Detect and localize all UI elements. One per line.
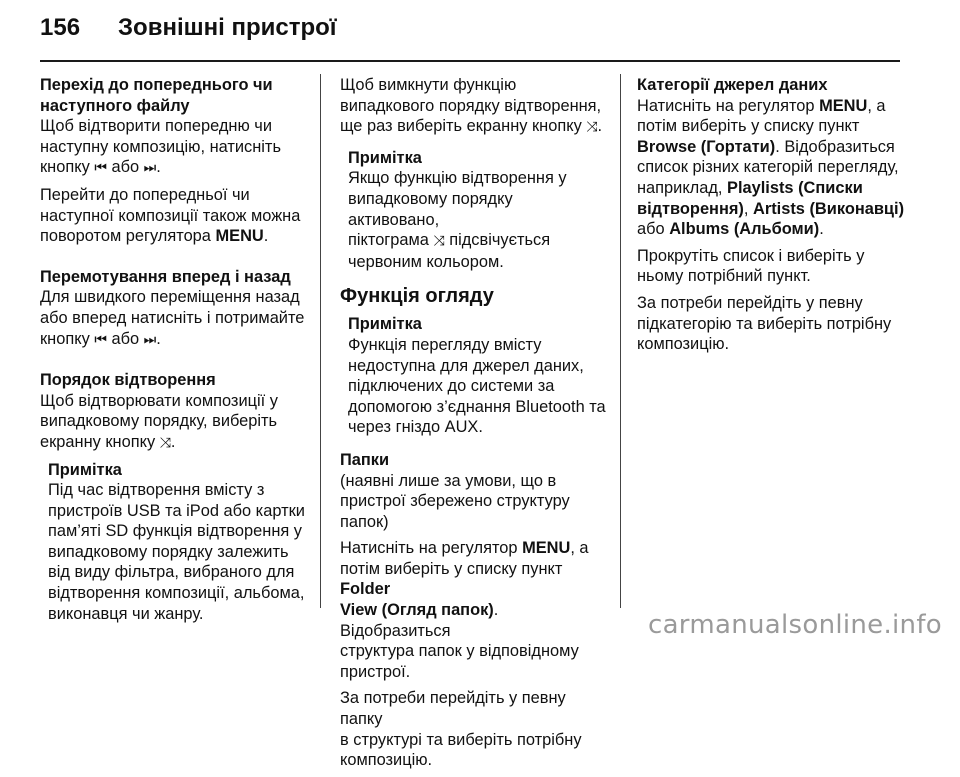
skip-next-icon: ⏭ — [143, 331, 157, 348]
paragraph: Щоб вимкнути функцію випадкового порядку відтворення, ще раз виберіть екранну кнопку ⤨. — [340, 76, 603, 136]
section-heading: Категорії джерел даних — [637, 76, 828, 94]
note-block: Примітка Під час відтворення вмісту з пристроїв USB та iPod або картки пам’яті SD функція відтворення у випадковому порядку залежить від виду фільтра, вибраного для відтворення композиції, альбома, виконавця чи жанру. — [48, 460, 308, 625]
shuffle-icon: ⤨ — [433, 233, 445, 250]
column-3 — [637, 75, 907, 361]
shuffle-icon: ⤨ — [159, 434, 171, 451]
skip-previous-icon: ⏮ — [94, 331, 107, 348]
paragraph: Щоб відтворювати композиції у випадковому порядку, виберіть екранну кнопку ⤨. — [40, 391, 278, 451]
section-heading: Порядок відтворення — [40, 371, 216, 390]
section-rewind — [40, 267, 308, 350]
note-title: Примітка — [48, 460, 122, 479]
note-block: Примітка Функція перегляду вмісту недоступна для джерел даних, підключених до системи за допомогою з’єднання Bluetooth та через гніздо AUX. — [348, 314, 608, 438]
note-title: Примітка — [348, 315, 422, 334]
paragraph: За потреби перейдіть у певну папку в структурі та виберіть потрібну композицію. — [340, 689, 582, 770]
paragraph: Для швидкого переміщення назад або вперед натисніть і потримайте кнопку ⏮ або ⏭. — [40, 288, 305, 348]
shuffle-icon: ⤨ — [586, 119, 598, 136]
section-play-order — [40, 370, 308, 453]
header-rule — [40, 60, 900, 62]
menu-control-label: MENU — [215, 227, 264, 246]
page-title: Зовнішні пристрої — [118, 14, 337, 41]
column-divider — [620, 74, 621, 608]
page-header — [40, 14, 337, 44]
skip-next-icon: ⏭ — [143, 160, 157, 177]
page-number: 156 — [40, 14, 81, 41]
column-divider — [320, 74, 321, 608]
skip-previous-icon: ⏮ — [94, 160, 107, 177]
paragraph: (наявні лише за умови, що в пристрої збережено структуру папок) — [340, 471, 570, 531]
note-title: Примітка — [348, 148, 422, 167]
section-heading: Папки — [340, 450, 390, 469]
browse-heading: Функція огляду — [340, 285, 494, 308]
section-prev-next — [40, 75, 308, 247]
paragraph: Щоб відтворити попередню чи наступну композицію, натисніть кнопку ⏮ або ⏭. — [40, 117, 281, 177]
column-1 — [40, 75, 308, 636]
section-heading: Перемотування вперед і назад — [40, 267, 291, 286]
note-block: Примітка Якщо функцію відтворення у випадковому порядку активовано, піктограма ⤨ підсвічується червоним кольором. — [348, 148, 608, 273]
paragraph: За потреби перейдіть у певну підкатегорію та виберіть потрібну композицію. — [637, 293, 892, 354]
paragraph: Прокрутіть список і виберіть у ньому потрібний пункт. — [637, 246, 865, 286]
paragraph: Перейти до попередньої чи наступної композиції також можна поворотом регулятора MENU. — [40, 185, 301, 246]
section-heading: Перехід до попереднього чи наступного файлу — [40, 76, 273, 115]
paragraph: Натисніть на регулятор MENU, а потім виберіть у списку пункт Folder View (Огляд папок). Відобразиться структура папок у відповідному пристрої. — [340, 539, 589, 681]
paragraph: Натисніть на регулятор MENU, а потім виберіть у списку пункт Browse (Гортати). Відобразиться список різних категорій перегляду, наприклад, Playlists (Списки відтворення), Artists (Виконавці) або Albums (Альбоми). — [637, 96, 905, 239]
column-2 — [340, 75, 608, 777]
watermark: carmanualsonline.info — [647, 610, 942, 640]
